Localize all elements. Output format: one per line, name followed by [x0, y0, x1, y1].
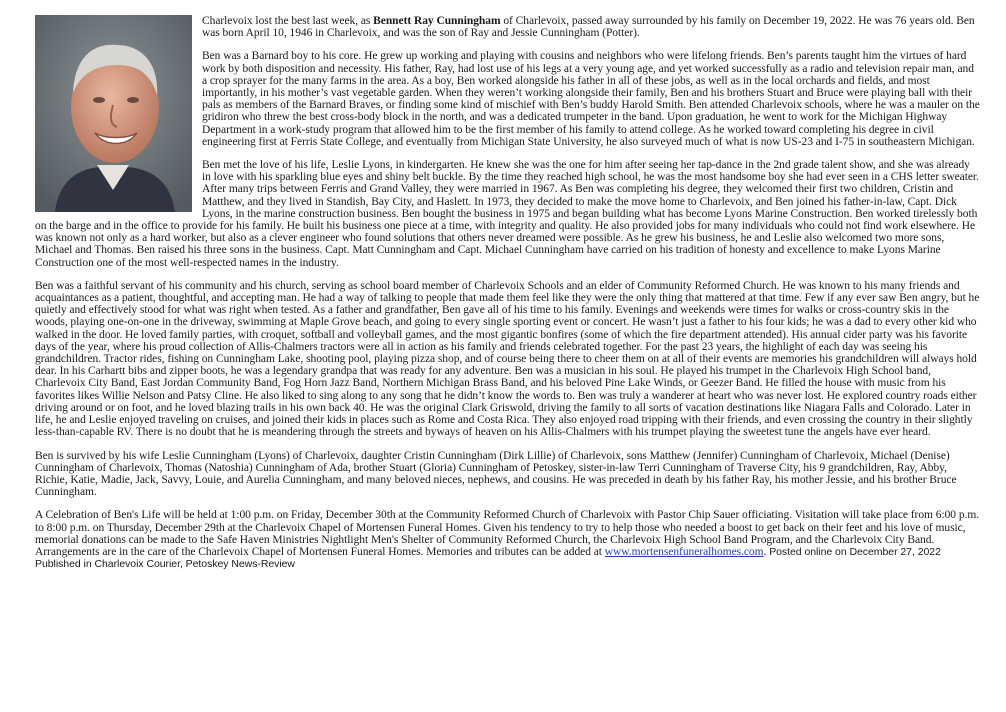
intro-before: Charlevoix lost the best last week, as	[202, 15, 374, 27]
paragraph-childhood: Ben was a Barnard boy to his core. He grew up working and playing with cousins and neighbors who were lifelong friends. Ben’s parents taught him the virtues of hard work by both disposition and necessity. His father, Ray, had lost use of his legs at a very young age, and yet worked successfully as a radio and television repair man, and a crop sprayer for the many farms in the area. As a boy, Ben worked alongside his father in all of these jobs, as well as in the local orchards and fields, and most importantly, in his mother’s vast vegetable garden. When they weren’t working alongside their family, Ben and his brothers Stuart and Bruce were playing ball with their pals as members of the Barnard Braves, or finding some kind of mischief with Ben’s buddy Harold Smith. Ben attended Charlevoix schools, where he was a mauler on the gridiron who threw the best cross-body block in the north, and was a dedicated trumpeter in the band. Upon graduation, he went to work for the Michigan Highway Department in a work-study program that allowed him to be the first member of his family to attend college. As he worked toward completing his degree in civil engineering first at Ferris State College, and eventually from Michigan State University, he also surveyed much of what is now US-23 and I-75 in southeastern Michigan.	[202, 50, 980, 148]
obituary-article	[35, 15, 980, 581]
paragraph-community-family: Ben was a faithful servant of his community and his church, serving as school board member of Charlevoix Schools and an elder of Community Reformed Church. He was known to his many friends and acquaintances as a patient, thoughtful, and accepting man. He had a way of talking to people that made them feel like they were the only thing that mattered at that time. Few if any ever saw Ben angry, but he quietly and effectively stood for what was right when tested. As a father and grandfather, Ben gave all of his time to his family. Evenings and weekends were times for walks or cross-country skis in the woods, playing one-on-one in the driveway, swimming at Maple Grove beach, and going to every single sporting event or concert. He wasn’t just a father to his four kids; he was a dad to every other kid who walked in the door. He loved family parties, with croquet, softball and volleyball games, and the most gigantic bonfires (some of which the fire department attended). His annual cider party was his favorite days of the year, where his proud collection of Allis-Chalmers tractors were all in action as his family and friends celebrated together. For the past 23 years, the highlight of each day was seeing his grandchildren. Tractor rides, fishing on Cunningham Lake, shooting pool, playing pizza shop, and of course being there to cheer them on at all of their events are memories his grandchildren will always hold dear. In his Carhartt bibs and zipper boots, he was a legendary grandpa that was ready for any adventure. Ben was a musician in his soul. He played his trumpet in the Charlevoix High School band, Charlevoix City Band, East Jordan Community Band, Fog Horn Jazz Band, Northern Michigan Brass Band, and his beloved Pine Lake Winds, or Geezer Band. He filled the house with music from his favorites likes Willie Nelson and Patsy Cline. He also liked to sing along to any song that he didn’t know the words to. Ben was truly a wanderer at heart who was never lost. He explored country roads either driving around or on foot, and he loved blazing trails in his own back 40. He was the original Clark Griswold, driving the family to all sorts of vacation destinations like Niagara Falls and Colorado. Later in life, he and Leslie enjoyed traveling on cruises, and joined their kids in places such as Rome and Costa Rica. They also enjoyed road tripping with their friends, and even crossing the country in their slightly less-than-capable RV. There is no doubt that he is meandering through the streets and byways of heaven on his Allis-Chalmers with his trumpet playing the sweetest tune the angels have ever heard.	[35, 279, 980, 439]
posted-info: Posted online on December 27, 2022 Published in Charlevoix Courier, Petoskey News-Review	[35, 545, 941, 571]
paragraph-marriage-career: Ben met the love of his life, Leslie Lyons, in kindergarten. He knew she was the one for him after seeing her tap-dance in the 2nd grade talent show, and she was already in love with his sparkling blue eyes and shiny belt buckle. By the time they reached high school, he was the most handsome boy she had ever seen in a CHS letter sweater. After many trips between Ferris and Grand Valley, they were married in 1967. As Ben was completing his degree, they welcomed their first two children, Cristin and Matthew, and they lived in Standish, Bay City, and Haslett. In 1973, they decided to make the move home to Charlevoix, and Ben joined his father-in-law, Capt. Dick Lyons, in the marine construction business. Ben bought the business in 1975 and began building what has become Lyons Marine Construction. Ben worked tirelessly both on the barge and in the office to provide for his family. He built his business one piece at a time, with integrity and quality. He also provided jobs for many individuals who could not find work elsewhere. He was known not only as a hard worker, but also as a clever engineer who found solutions that others never dreamed were possible. As he grew his business, he and Leslie also welcomed two more sons, Michael and Thomas. Ben raised his three sons in the business. Capt. Matt Cunningham and Capt. Michael Cunningham have carried on his tradition of honesty and excellence to make Lyons Marine Construction one of the most well-respected names in the industry.	[35, 159, 979, 269]
paragraph-survivors: Ben is survived by his wife Leslie Cunningham (Lyons) of Charlevoix, daughter Cristin Cunningham (Dirk Lillie) of Charlevoix, sons Matthew (Jennifer) Cunningham of Charlevoix, Michael (Denise) Cunningham of Charlevoix, Thomas (Natoshia) Cunningham of Ada, brother Stuart (Gloria) Cunningham of Petoskey, sister-in-law Terri Cunningham of Traverse City, his 9 grandchildren, Ray, Abby, Richie, Katie, Madie, Jack, Savvy, Louie, and Aurelia Cunningham, and many beloved nieces, nephews, and cousins. He was preceded in death by his father Ray, his mother Jessie, and his brother Bruce Cunningham.	[35, 449, 957, 499]
portrait-image	[35, 15, 192, 212]
intro-after: of Charlevoix, passed away surrounded by his family on December 19, 2022. He was 76 years old. Ben was born April 10, 1946 in Charlevoix, and was the son of Ray and Jessie Cunningham (Potter).	[202, 15, 975, 40]
portrait-photo	[35, 15, 192, 212]
funeral-home-link[interactable]: www.mortensenfuneralhomes.com	[604, 545, 764, 558]
paragraph-services	[35, 509, 980, 570]
link-end: .	[763, 545, 770, 558]
services-text: A Celebration of Ben's Life will be held at 1:00 p.m. on Friday, December 30th at the Community Reformed Church of Charlevoix with Pastor Chip Sauer officiating. Visitation will take place from 6:00 p.m. to 8:00 p.m. on Thursday, December 29th at the Charlevoix Chapel of Mortensen Funeral Homes. Given his tendency to try to help those who needed a boost to get back on their feet and his love of music, memorial donations can be made to the Safe Haven Ministries Nightlight Men's Shelter of Community Reformed Church, the Charlevoix High School Band Program, and the Charlevoix City Band. Arrangements are in the care of the Charlevoix Chapel of Mortensen Funeral Homes. Memories and tributes can be added at	[35, 509, 980, 558]
deceased-name: Bennett Ray Cunningham	[373, 15, 501, 27]
